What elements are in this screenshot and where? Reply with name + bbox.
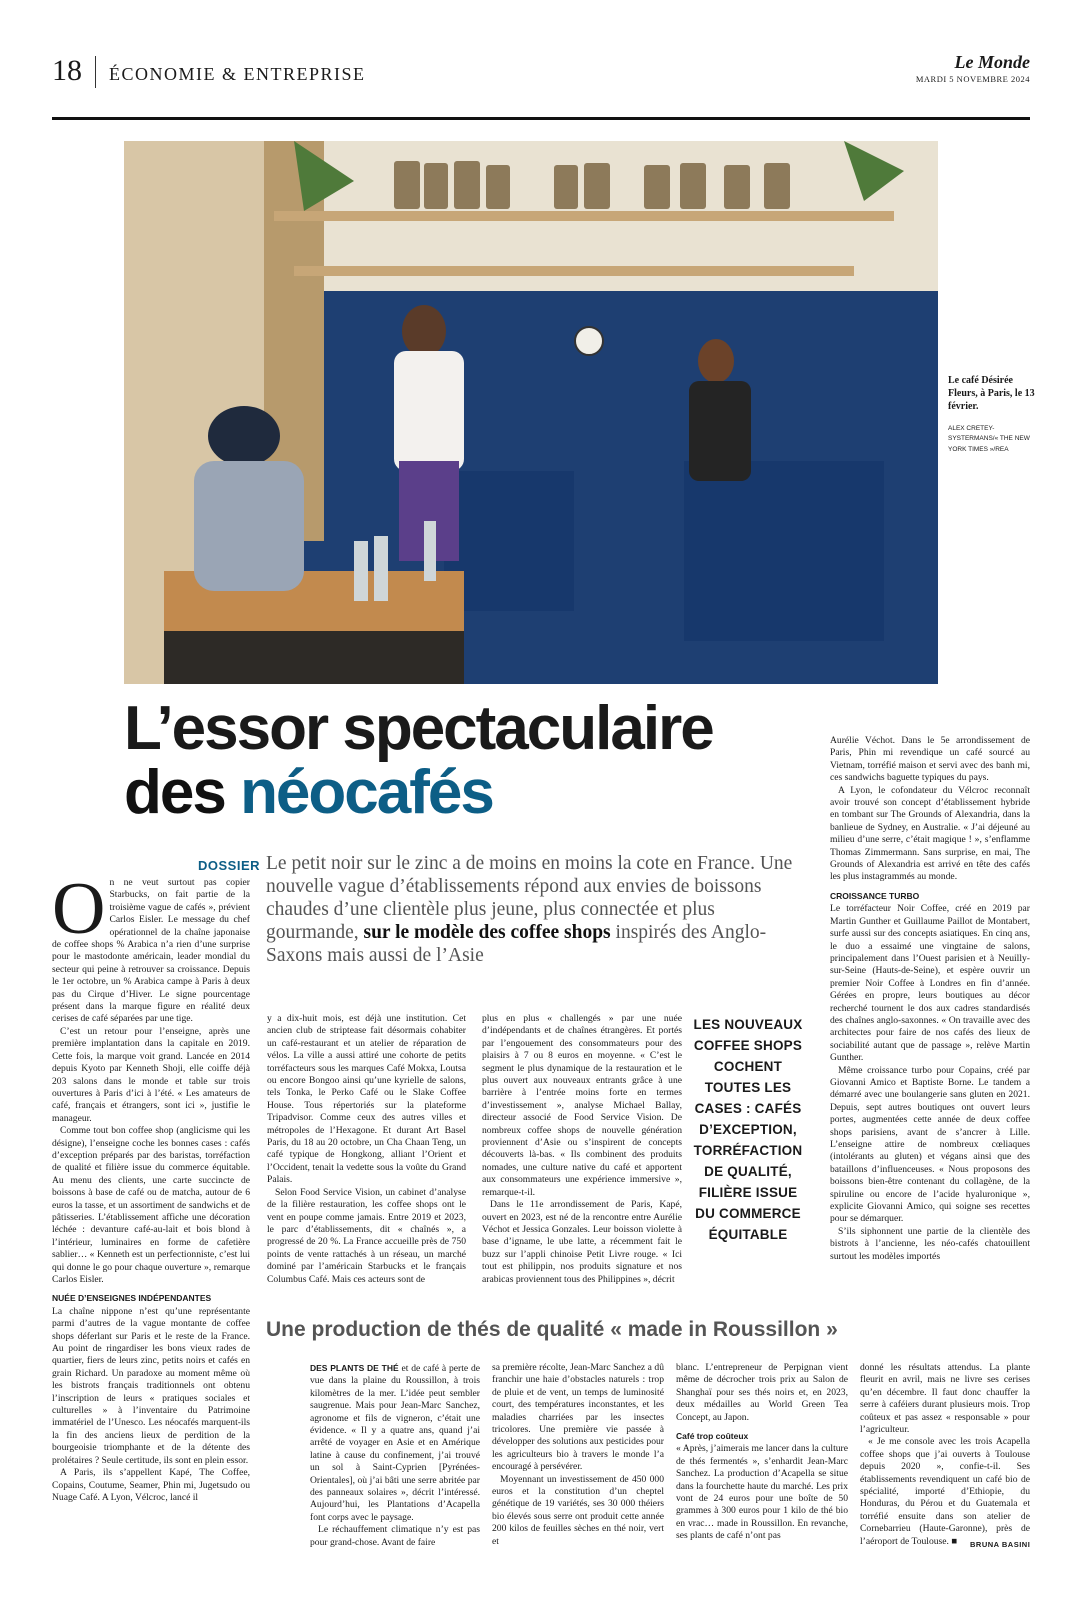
newspaper-logo: Le Monde (954, 52, 1030, 72)
box-lead-in: DES PLANTS DE THÉ (310, 1363, 399, 1373)
standfirst-bold: sur le modèle des coffee shops (363, 922, 611, 943)
box-column-2 (492, 1362, 664, 1548)
headline-line2-highlight: néocafés (240, 758, 493, 827)
paragraph: Selon Food Service Vision, un cabinet d’analyse de la filière restauration, les coffee shops ont le vent en poupe comme jamais. Entre 2019 et 2023, le parc d’établissements, dit « chaînés », a progressé de 20 %. La France accueille près de 750 points de vente rattachés à un réseau, un marché dominé par l’américain Starbucks et le français Columbus Café. Mais ces acteurs sont de (267, 1186, 466, 1285)
article-column-4 (830, 735, 1030, 1263)
paragraph: y a dix-huit mois, est déjà une institution. Cet ancien club de striptease fait désormais cohabiter un café-restaurant et un atelier de réparation de vélos. La ville a aussi attiré une cohorte de petits torréfacteurs sous les marques Café Mokxa, Loutsa ou encore Bongoo ainsi qu’une kyrielle de salons, tels Tonka, le Perko Café ou le Slake Coffee House. Tous répertoriés sur la plateforme Tripadvisor. Comme ceux des autres villes et métropoles de l’Hexagone. Et durant Art Basel Paris, du 18 au 20 octobre, un Cha Chaan Teng, un café typique de Hongkong, alliant l’Orient et l’Occident, tenait la vedette sous la voûte du Grand Palais. (267, 1013, 466, 1186)
article-standfirst (266, 852, 806, 967)
paragraph: A Lyon, le cofondateur du Vélcroc reconnaît avoir trouvé son concept d’établissement hybride en tombant sur The Grounds of Alexandria, dans la banlieue de Sydney, en Australie. « J’ai déjeuné au milieu d’une serre, c’était magique ! », s’enflamme Thomas Zimmermann. Sans surprise, en mai, The Grounds of Alexandria est arrivé en tête des cafés les plus instagrammés au monde. (830, 784, 1030, 883)
paragraph: plus en plus « challengés » par une nuée d’indépendants et de chaînes étrangères. Et portés par l’engouement des consommateurs pour des plaisirs à 7 ou 8 euros en moyenne. « C’est le segment le plus dynamique de la restauration et le plus ouvert aux nouveaux entrants grâce à une barrière à l’entrée moins forte en termes d’investissement », analyse Michael Ballay, directeur associé de Food Service Vision. De nombreux coffee shops de nouvelle génération proviennent d’Asie ou s’inspirent de concepts découverts là-bas. « Ils combinent des produits nomades, une culture native du café et apportent aux consommateurs une expérience immersive », remarque-t-il. (482, 1013, 682, 1198)
article-headline (124, 694, 804, 827)
box-column-3 (676, 1362, 848, 1543)
article-column-2 (267, 1013, 466, 1286)
article-column-1 (52, 868, 250, 1504)
cafe-photo (124, 141, 938, 684)
photo-credit: ALEX CRETEY-SYSTERMANS/« THE NEW YORK TIMES »/REA (948, 425, 1030, 453)
box-lead-text: et de café à perte de vue dans la plaine du Roussillon, à trois kilomètres de la mer. L’idée peut sembler saugrenue. Mais pour Jean-Marc Sanchez, agronome et fils de vigneron, c’était une évidence. « Il y a quatre ans, quand j’ai arrêté de voyager en Asie et en Amérique latine à cause du confinement, j’ai trouvé un sol à Saint-Cyprien [Pyrénées-Orientales], où j’ai bâti une serre abritée par des panneaux solaires », décrit l’intéressé. Aujourd’hui, les Plantations d’Acapella font corps avec le paysage. (310, 1363, 480, 1523)
paragraph: Même croissance turbo pour Copains, créé par Giovanni Amico et Baptiste Borne. Le tandem a démarré avec une boulangerie sans gluten en 2021. Depuis, sept autres boutiques ont ouvert leurs portes, augmentées cette année de deux coffee shops parisiens, avant de s’ancrer à Lille. L’enseigne attire de nombreux cœliaques (intolérants au gluten) et végans ainsi que des bataillons d’influenceuses. « Nous proposons des boissons bien-être contenant du collagène, de la spiruline ou encore de l’acide hyaluronique », explicite Giovanni Amico, qui soigne ses recettes pour se démarquer. (830, 1064, 1030, 1225)
photo-caption: Le café Désirée Fleurs, à Paris, le 13 février. (948, 375, 1035, 412)
paragraph: n ne veut surtout pas copier Starbucks, on fait partie de la troisième vague de cafés », prévient Carlos Eisler. Le message du chef opérationnel de la chaîne japonaise de coffee shops % Arabica n’a rien d’une surprise pour le mastodonte américain, leader mondial du secteur qui peine à retrouver sa croissance. Depuis le 1er octobre, un % Arabica campe à Paris à deux pas du Cirque d’Hiver. Le signe pourcentage présent dans la marque figure en réalité deux cerises de café séparées par une tige. (52, 877, 250, 1025)
paragraph: donné les résultats attendus. La plante fleurit en avril, mais ne livre ses cerises qu’en décembre. Il faut donc chauffer la serre à caféiers durant plusieurs mois. Trop coûteux et pas assez « responsable » pour l’agriculteur. (860, 1362, 1030, 1436)
box-column-4 (860, 1362, 1030, 1548)
subheading: Café trop coûteux (676, 1431, 749, 1442)
paragraph: C’est un retour pour l’enseigne, après une première implantation dans la capitale en 2019. Cette fois, la marque voit grand. Lancée en 2014 depuis Kyoto par Kenneth Shoji, elle coiffe déjà 203 salons dans le monde et table sur trois ouvertures à Paris d’ici à l’été. « Les amateurs de café, français et étrangers, sont ici », justifie le manageur. (52, 1025, 250, 1124)
paragraph: sa première récolte, Jean-Marc Sanchez a dû franchir une haie d’obstacles naturels : trop de pluie et de vent, un temps de luminosité court, des températures inconstantes, et les maladies charriées par les insectes tricolores. Une première vie passée à développer des solutions aux pesticides pour les agriculteurs bio à travers le monde l’a encouragé à persévérer. (492, 1362, 664, 1473)
header-rule (52, 117, 1030, 120)
paragraph: Comme tout bon coffee shop (anglicisme qui les désigne), l’enseigne coche les bonnes cases : cafés d’exception préparés par des baristas, torréfaction de qualité et filière issue du commerce équitable. Au menu des clients, une carte succincte de boissons à base de café ou de matcha, autour de 6 euros la tasse, et un assortiment de sandwichs et de pâtisseries. L’établissement affiche une décoration léchée : devanture café-au-lait et bois blond à l’intérieur, luminaires en forme de cafetière sablier… « Kenneth est un perfectionniste, c’est lui qui donne le go pour chaque ouverture », remarque Carlos Eisler. (52, 1125, 250, 1285)
standfirst-part3: inspirés des Anglo-Saxons mais aussi de l’Asie (266, 922, 767, 966)
paragraph: La chaîne nippone n’est qu’une représentante parmi d’autres de la vague montante de coffee shops déferlant sur Paris et le reste de la France. Au point de ringardiser les bons vieux rades de quartier, fiers de leurs zinc, petits noirs et cafés en grain Richard. Un paradoxe au moment même où les bistrots français traditionnels ont obtenu l’inscription de leurs « pratiques sociales et culturelles » à l’inventaire du Patrimoine immatériel de l’Unesco. Les néocafés marquent-ils la fin des anciens lieux de perdition de la bourgeoisie triomphante et de la détente des prolétaires ? Seule certitude, ils sont en plein essor. (52, 1305, 250, 1466)
paragraph: blanc. L’entrepreneur de Perpignan vient même de décrocher trois prix au Salon de Shanghaï pour ses thés noirs et, en 2023, deux médailles au World Green Tea Concept, au Japon. (676, 1362, 848, 1423)
paragraph: S’ils siphonnent une partie de la clientèle des bistrots à l’ancienne, les néo-cafés chatouillent surtout les modèles importés (830, 1225, 1030, 1262)
standfirst-part1: Le petit noir sur le zinc a de moins en moins la cote en France. Une nouvelle vague d’établissements répond aux envies de boissons chaudes d’une clientèle plus jeune, plus connectée et plus gourmande, (266, 853, 793, 943)
paragraph (310, 1362, 480, 1524)
section-title: ÉCONOMIE & ENTREPRISE (109, 64, 366, 84)
subheading: CROISSANCE TURBO (830, 890, 920, 901)
article-kicker: DOSSIER (198, 858, 261, 873)
paragraph: Le réchauffement climatique n’y est pas pour grand-chose. Avant de faire (310, 1524, 480, 1548)
subheading: NUÉE D’ENSEIGNES INDÉPENDANTES (52, 1293, 212, 1304)
page-number: 18 (52, 54, 82, 87)
headline-line2-start: des (124, 758, 241, 827)
article-column-3 (482, 1013, 682, 1286)
issue-date: MARDI 5 NOVEMBRE 2024 (915, 74, 1030, 84)
headline-line1: L’essor spectaculaire (124, 694, 713, 763)
page-header (52, 50, 1030, 120)
paragraph: « Je me console avec les trois Acapella coffee shops que j’ai ouverts à Toulouse depuis 2020 », confie-t-il. Ses établissements revendiquent un café bio de spécialité, importé d’Ethiopie, du Honduras, du Pérou et du Guatemala et torréfié ensuite dans son atelier de Cornebarrieu (Haute-Garonne), près de l’aéroport de Toulouse. ■ (860, 1436, 1030, 1547)
paragraph: A Paris, ils s’appellent Kapé, The Coffee, Copains, Coutume, Seamer, Phin mi, Jugetsudo ou Nuage Café. A Lyon, Vélcroc, lancé il (52, 1467, 250, 1503)
pull-quote: LES NOUVEAUX COFFEE SHOPS COCHENT TOUTES LES CASES : CAFÉS D’EXCEPTION, TORRÉFACTION DE QUALITÉ, FILIÈRE ISSUE DU COMMERCE ÉQUITABLE (693, 1017, 803, 1242)
sidebar-box-title: Une production de thés de qualité « made in Roussillon » (266, 1318, 838, 1341)
paragraph: Moyennant un investissement de 450 000 euros et la constitution d’un cheptel génétique de 19 variétés, ses 30 000 théiers bio élevés sous serre ont produit cette année 200 kilos de feuilles sèches en thé noir, vert et (492, 1473, 664, 1547)
paragraph: Le torréfacteur Noir Coffee, créé en 2019 par Martin Gunther et Guillaume Paillot de Montabert, surfe aussi sur des concepts asiatiques. En cinq ans, le duo a essaimé une vingtaine de salons, principalement dans l’Ouest parisien et à Neuilly-sur-Seine (Hauts-de-Seine), et espère ouvrir un premier Noir Coffee à Londres en fin d’année. Gérées en propre, leurs boutiques au décor recherché tournent le dos aux cadres standardisés des chaînes anglo-saxonnes. « On travaille avec des architectes pour faire de nos cafés des lieux de sociabilité autant que de passage », relève Martin Gunther. (830, 903, 1030, 1064)
drop-cap: O (52, 868, 106, 950)
paragraph: « Après, j’aimerais me lancer dans la culture de thés fermentés », s’enhardit Jean-Marc Sanchez. La production d’Acapella se situe dans la fourchette haute du marché. Les prix vont de 24 euros pour une boîte de 50 grammes à 300 euros pour 1 kilo de thé bio en vrac… made in Roussillon. En revanche, ses plants de café n’ont pas (676, 1443, 848, 1542)
author-signature: BRUNA BASINI (970, 1540, 1031, 1549)
header-separator (95, 56, 96, 88)
paragraph: Dans le 11e arrondissement de Paris, Kapé, ouvert en 2023, est né de la rencontre entre Aurélie Véchot et Jessica Gonzales. Leur boisson violette à base d’igname, le ube latte, a récemment fait le buzz sur l’appli chinoise Petit Livre rouge. « Ici tout est philippin, nos produits signature et nos arabicas proviennent tous des Philippines », décrit (482, 1199, 682, 1285)
box-column-1 (310, 1362, 480, 1549)
paragraph: Aurélie Véchot. Dans le 5e arrondissement de Paris, Phin mi revendique un café sourcé au Vietnam, torréfié maison et servi avec des banh mi, ces sandwichs baguette typiques du pays. (830, 735, 1030, 784)
